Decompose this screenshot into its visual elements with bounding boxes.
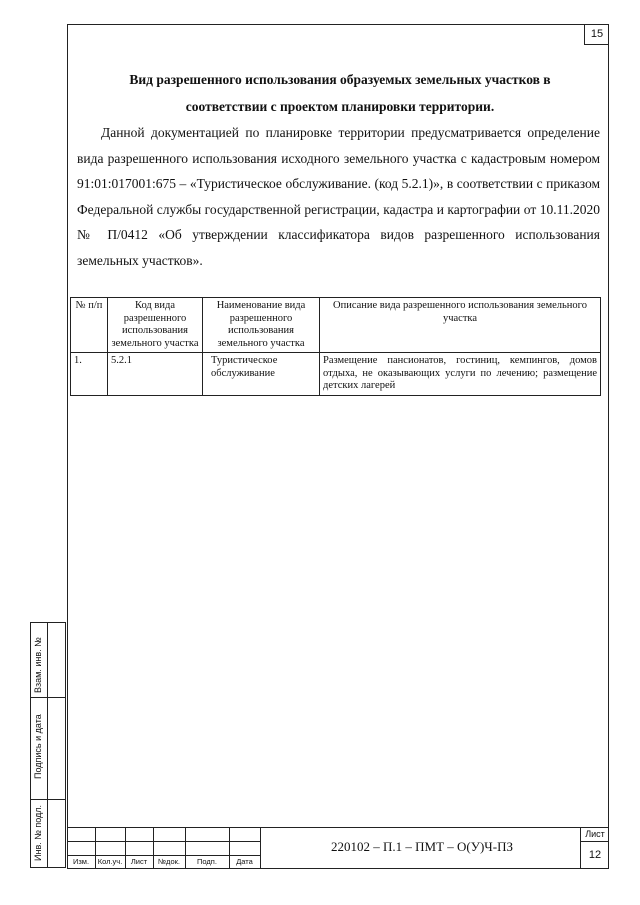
heading-line-1: Вид разрешенного использования образуемых земельных участков в — [129, 72, 551, 87]
label-change: Изм. — [72, 857, 90, 866]
header-number: № п/п — [71, 298, 108, 353]
label-count: Кол.уч. — [97, 857, 123, 866]
frame-top-border — [67, 24, 609, 25]
frame-left-border — [67, 24, 68, 869]
header-name: Наименование вида разрешенного использования земельного участка — [203, 298, 320, 353]
document-code: 220102 – П.1 – ПМТ – О(У)Ч-ПЗ — [331, 839, 513, 854]
table-row — [71, 353, 601, 396]
side-stamp-divider — [31, 799, 65, 800]
label-sheet: Лист — [130, 857, 148, 866]
land-use-table — [70, 297, 601, 396]
title-block-col-line — [260, 827, 261, 868]
sheet-number-box — [580, 827, 609, 868]
label-signature: Подп. — [197, 857, 217, 866]
heading-line-2: соответствии с проектом планировки территории. — [185, 99, 495, 114]
table-header-row — [71, 298, 601, 353]
side-label-replacement-inv: Взам. инв. № — [33, 637, 43, 693]
cell-code: 5.2.1 — [108, 353, 203, 396]
sheet-number: 12 — [581, 841, 609, 868]
header-description: Описание вида разрешенного использования земельного участка — [320, 298, 601, 353]
title-block-top-line — [67, 827, 608, 828]
cell-name: Туристическое обслуживание — [203, 353, 320, 396]
body-paragraph — [77, 120, 600, 273]
side-stamp — [30, 622, 66, 868]
sheet-label: Лист — [585, 829, 605, 839]
paragraph-text: Данной документацией по планировке территории предусматривается определение вида разрешенного использования исходного земельного участка с кадастровым номером 91:01:017001:675 – «Туристическое обслуживание. (код 5.2.1)», в соответствии с приказом Федеральной службы государственной регистрации, кадастра и картографии от 10.11.2020 № П/0412 «Об утверждении классификатора видов разрешенного использования земельных участков». — [77, 125, 600, 268]
side-stamp-divider — [31, 697, 65, 698]
side-label-signature-date: Подпись и дата — [33, 714, 43, 779]
frame-right-border — [608, 24, 609, 869]
title-block — [67, 827, 608, 868]
frame-bottom-border — [67, 868, 609, 869]
cell-number: 1. — [71, 353, 108, 396]
side-label-original-inv: Инв. № подл. — [33, 804, 43, 861]
label-doc-number: №док. — [158, 857, 180, 866]
label-date: Дата — [236, 857, 253, 866]
cell-description: Размещение пансионатов, гостиниц, кемпингов, домов отдыха, не оказывающих услуги по лечению; размещение детских лагерей — [320, 353, 601, 396]
top-page-number: 15 — [584, 24, 609, 45]
header-code: Код вида разрешенного использования земельного участка — [108, 298, 203, 353]
